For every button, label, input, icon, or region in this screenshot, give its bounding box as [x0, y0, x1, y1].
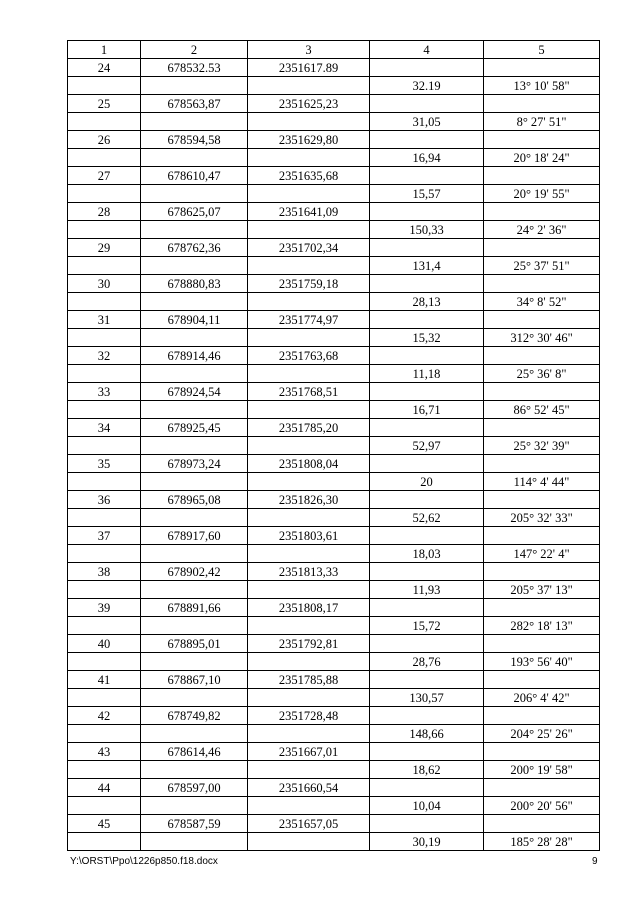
point-number-cell: 42 [68, 707, 141, 725]
distance-cell: 31,05 [370, 113, 484, 131]
distance-cell: 28,76 [370, 653, 484, 671]
point-number-cell: 35 [68, 455, 141, 473]
empty-cell [484, 707, 600, 725]
y-coordinate-cell: 2351667,01 [248, 743, 370, 761]
empty-cell [484, 203, 600, 221]
table-row-point [68, 527, 600, 545]
column-header: 3 [248, 41, 370, 59]
x-coordinate-cell: 678902,42 [141, 563, 248, 581]
empty-cell [484, 455, 600, 473]
empty-cell [248, 761, 370, 779]
empty-cell [68, 365, 141, 383]
y-coordinate-cell: 2351774,97 [248, 311, 370, 329]
y-coordinate-cell: 2351785,20 [248, 419, 370, 437]
point-number-cell: 36 [68, 491, 141, 509]
empty-cell [484, 599, 600, 617]
empty-cell [248, 149, 370, 167]
x-coordinate-cell: 678973,24 [141, 455, 248, 473]
empty-cell [141, 797, 248, 815]
empty-cell [484, 95, 600, 113]
point-number-cell: 31 [68, 311, 141, 329]
empty-cell [68, 185, 141, 203]
table-row-segment [68, 761, 600, 779]
x-coordinate-cell: 678895,01 [141, 635, 248, 653]
point-number-cell: 27 [68, 167, 141, 185]
empty-cell [248, 833, 370, 851]
y-coordinate-cell: 2351625,23 [248, 95, 370, 113]
table-row-point [68, 59, 600, 77]
table-row-segment [68, 113, 600, 131]
table-row-point [68, 779, 600, 797]
table-row-point [68, 347, 600, 365]
empty-cell [370, 779, 484, 797]
x-coordinate-cell: 678925,45 [141, 419, 248, 437]
empty-cell [141, 473, 248, 491]
empty-cell [68, 689, 141, 707]
table-row-segment [68, 365, 600, 383]
empty-cell [484, 383, 600, 401]
empty-cell [68, 509, 141, 527]
table-row-segment [68, 77, 600, 95]
empty-cell [141, 365, 248, 383]
empty-cell [484, 275, 600, 293]
angle-cell: 200° 19' 58" [484, 761, 600, 779]
table-row-segment [68, 473, 600, 491]
table-row-point [68, 455, 600, 473]
angle-cell: 206° 4' 42" [484, 689, 600, 707]
angle-cell: 34° 8' 52" [484, 293, 600, 311]
empty-cell [68, 761, 141, 779]
empty-cell [68, 77, 141, 95]
empty-cell [484, 671, 600, 689]
x-coordinate-cell: 678891,66 [141, 599, 248, 617]
y-coordinate-cell: 2351768,51 [248, 383, 370, 401]
empty-cell [484, 239, 600, 257]
angle-cell: 282° 18' 13" [484, 617, 600, 635]
empty-cell [68, 293, 141, 311]
y-coordinate-cell: 2351660,54 [248, 779, 370, 797]
empty-cell [68, 257, 141, 275]
table-row-segment [68, 689, 600, 707]
x-coordinate-cell: 678965,08 [141, 491, 248, 509]
angle-cell: 20° 18' 24" [484, 149, 600, 167]
distance-cell: 15,32 [370, 329, 484, 347]
empty-cell [248, 581, 370, 599]
table-row-point [68, 311, 600, 329]
x-coordinate-cell: 678904,11 [141, 311, 248, 329]
empty-cell [484, 419, 600, 437]
table-row-segment [68, 653, 600, 671]
empty-cell [68, 113, 141, 131]
x-coordinate-cell: 678597,00 [141, 779, 248, 797]
point-number-cell: 26 [68, 131, 141, 149]
empty-cell [370, 563, 484, 581]
empty-cell [248, 725, 370, 743]
angle-cell: 25° 32' 39" [484, 437, 600, 455]
y-coordinate-cell: 2351728,48 [248, 707, 370, 725]
angle-cell: 147° 22' 4" [484, 545, 600, 563]
point-number-cell: 32 [68, 347, 141, 365]
distance-cell: 32.19 [370, 77, 484, 95]
table-row-segment [68, 149, 600, 167]
empty-cell [141, 257, 248, 275]
empty-cell [68, 581, 141, 599]
point-number-cell: 39 [68, 599, 141, 617]
distance-cell: 52,97 [370, 437, 484, 455]
table-row-segment [68, 725, 600, 743]
empty-cell [370, 527, 484, 545]
empty-cell [248, 293, 370, 311]
x-coordinate-cell: 678867,10 [141, 671, 248, 689]
footer-file-path: Y:\ORST\Ppo\1226p850.f18.docx [70, 856, 218, 867]
table-row-segment [68, 509, 600, 527]
distance-cell: 148,66 [370, 725, 484, 743]
empty-cell [370, 599, 484, 617]
empty-cell [370, 131, 484, 149]
x-coordinate-cell: 678762,36 [141, 239, 248, 257]
coordinates-table [67, 40, 600, 851]
y-coordinate-cell: 2351702,34 [248, 239, 370, 257]
angle-cell: 204° 25' 26" [484, 725, 600, 743]
empty-cell [370, 167, 484, 185]
column-header: 1 [68, 41, 141, 59]
angle-cell: 25° 37' 51" [484, 257, 600, 275]
point-number-cell: 37 [68, 527, 141, 545]
distance-cell: 20 [370, 473, 484, 491]
empty-cell [248, 113, 370, 131]
empty-cell [141, 761, 248, 779]
distance-cell: 16,94 [370, 149, 484, 167]
empty-cell [68, 797, 141, 815]
y-coordinate-cell: 2351641,09 [248, 203, 370, 221]
angle-cell: 193° 56' 40" [484, 653, 600, 671]
x-coordinate-cell: 678587,59 [141, 815, 248, 833]
table-row-point [68, 491, 600, 509]
point-number-cell: 41 [68, 671, 141, 689]
angle-cell: 13° 10' 58" [484, 77, 600, 95]
empty-cell [370, 743, 484, 761]
empty-cell [484, 311, 600, 329]
empty-cell [370, 203, 484, 221]
table-row-point [68, 635, 600, 653]
empty-cell [484, 131, 600, 149]
column-header: 2 [141, 41, 248, 59]
empty-cell [141, 725, 248, 743]
table-row-segment [68, 833, 600, 851]
empty-cell [68, 221, 141, 239]
empty-cell [484, 743, 600, 761]
distance-cell: 15,57 [370, 185, 484, 203]
empty-cell [484, 815, 600, 833]
angle-cell: 24° 2' 36" [484, 221, 600, 239]
angle-cell: 200° 20' 56" [484, 797, 600, 815]
empty-cell [68, 401, 141, 419]
distance-cell: 15,72 [370, 617, 484, 635]
table-row-point [68, 419, 600, 437]
empty-cell [370, 383, 484, 401]
table-row-segment [68, 221, 600, 239]
angle-cell: 185° 28' 28" [484, 833, 600, 851]
table-row-point [68, 203, 600, 221]
point-number-cell: 30 [68, 275, 141, 293]
point-number-cell: 24 [68, 59, 141, 77]
empty-cell [370, 95, 484, 113]
table-row-segment [68, 581, 600, 599]
x-coordinate-cell: 678880,83 [141, 275, 248, 293]
angle-cell: 20° 19' 55" [484, 185, 600, 203]
distance-cell: 130,57 [370, 689, 484, 707]
empty-cell [484, 59, 600, 77]
empty-cell [141, 401, 248, 419]
distance-cell: 131,4 [370, 257, 484, 275]
distance-cell: 30,19 [370, 833, 484, 851]
empty-cell [370, 239, 484, 257]
table-row-point [68, 95, 600, 113]
empty-cell [141, 689, 248, 707]
y-coordinate-cell: 2351808,17 [248, 599, 370, 617]
empty-cell [141, 653, 248, 671]
x-coordinate-cell: 678749,82 [141, 707, 248, 725]
empty-cell [68, 149, 141, 167]
table-row-point [68, 707, 600, 725]
empty-cell [248, 689, 370, 707]
angle-cell: 86° 52' 45" [484, 401, 600, 419]
distance-cell: 11,93 [370, 581, 484, 599]
empty-cell [370, 491, 484, 509]
x-coordinate-cell: 678563,87 [141, 95, 248, 113]
empty-cell [370, 455, 484, 473]
empty-cell [141, 185, 248, 203]
empty-cell [248, 653, 370, 671]
empty-cell [68, 833, 141, 851]
y-coordinate-cell: 2351803,61 [248, 527, 370, 545]
table-row-point [68, 275, 600, 293]
y-coordinate-cell: 2351826,30 [248, 491, 370, 509]
empty-cell [484, 527, 600, 545]
table-row-point [68, 743, 600, 761]
empty-cell [68, 437, 141, 455]
empty-cell [141, 221, 248, 239]
table-row-segment [68, 185, 600, 203]
table-row-point [68, 131, 600, 149]
empty-cell [68, 545, 141, 563]
distance-cell: 28,13 [370, 293, 484, 311]
empty-cell [248, 221, 370, 239]
empty-cell [248, 797, 370, 815]
empty-cell [141, 293, 248, 311]
angle-cell: 25° 36' 8" [484, 365, 600, 383]
table-row-point [68, 563, 600, 581]
distance-cell: 52,62 [370, 509, 484, 527]
table-row-segment [68, 437, 600, 455]
column-header: 5 [484, 41, 600, 59]
table-row-segment [68, 401, 600, 419]
empty-cell [141, 77, 248, 95]
empty-cell [484, 563, 600, 581]
empty-cell [141, 545, 248, 563]
empty-cell [370, 419, 484, 437]
y-coordinate-cell: 2351759,18 [248, 275, 370, 293]
empty-cell [484, 635, 600, 653]
empty-cell [484, 491, 600, 509]
empty-cell [141, 581, 248, 599]
empty-cell [484, 779, 600, 797]
point-number-cell: 25 [68, 95, 141, 113]
distance-cell: 16,71 [370, 401, 484, 419]
point-number-cell: 33 [68, 383, 141, 401]
table-row-segment [68, 293, 600, 311]
empty-cell [68, 473, 141, 491]
table-row-point [68, 599, 600, 617]
empty-cell [141, 437, 248, 455]
y-coordinate-cell: 2351635,68 [248, 167, 370, 185]
empty-cell [370, 635, 484, 653]
empty-cell [370, 707, 484, 725]
y-coordinate-cell: 2351785,88 [248, 671, 370, 689]
empty-cell [248, 329, 370, 347]
empty-cell [68, 617, 141, 635]
table-row-segment [68, 329, 600, 347]
point-number-cell: 28 [68, 203, 141, 221]
x-coordinate-cell: 678594,58 [141, 131, 248, 149]
point-number-cell: 29 [68, 239, 141, 257]
point-number-cell: 43 [68, 743, 141, 761]
point-number-cell: 40 [68, 635, 141, 653]
point-number-cell: 34 [68, 419, 141, 437]
empty-cell [248, 185, 370, 203]
table-row-segment [68, 545, 600, 563]
x-coordinate-cell: 678924,54 [141, 383, 248, 401]
table-row-point [68, 383, 600, 401]
empty-cell [68, 653, 141, 671]
empty-cell [141, 329, 248, 347]
y-coordinate-cell: 2351813,33 [248, 563, 370, 581]
distance-cell: 18,03 [370, 545, 484, 563]
empty-cell [370, 815, 484, 833]
distance-cell: 10,04 [370, 797, 484, 815]
y-coordinate-cell: 2351792,81 [248, 635, 370, 653]
empty-cell [141, 113, 248, 131]
x-coordinate-cell: 678625,07 [141, 203, 248, 221]
empty-cell [248, 77, 370, 95]
angle-cell: 8° 27' 51" [484, 113, 600, 131]
x-coordinate-cell: 678532.53 [141, 59, 248, 77]
y-coordinate-cell: 2351617.89 [248, 59, 370, 77]
table-header-row [68, 41, 600, 59]
table-row-point [68, 815, 600, 833]
table-row-point [68, 671, 600, 689]
column-header: 4 [370, 41, 484, 59]
empty-cell [141, 149, 248, 167]
x-coordinate-cell: 678914,46 [141, 347, 248, 365]
y-coordinate-cell: 2351808,04 [248, 455, 370, 473]
empty-cell [370, 311, 484, 329]
x-coordinate-cell: 678917,60 [141, 527, 248, 545]
empty-cell [370, 671, 484, 689]
table-row-segment [68, 797, 600, 815]
point-number-cell: 44 [68, 779, 141, 797]
angle-cell: 205° 32' 33" [484, 509, 600, 527]
empty-cell [141, 617, 248, 635]
table-row-segment [68, 257, 600, 275]
empty-cell [68, 725, 141, 743]
empty-cell [484, 167, 600, 185]
footer-page-number: 9 [592, 856, 598, 867]
empty-cell [370, 347, 484, 365]
empty-cell [484, 347, 600, 365]
angle-cell: 114° 4' 44" [484, 473, 600, 491]
empty-cell [68, 329, 141, 347]
table-row-point [68, 167, 600, 185]
distance-cell: 11,18 [370, 365, 484, 383]
empty-cell [248, 545, 370, 563]
table-row-segment [68, 617, 600, 635]
distance-cell: 18,62 [370, 761, 484, 779]
angle-cell: 205° 37' 13" [484, 581, 600, 599]
empty-cell [248, 365, 370, 383]
empty-cell [370, 59, 484, 77]
empty-cell [141, 509, 248, 527]
empty-cell [248, 617, 370, 635]
y-coordinate-cell: 2351657,05 [248, 815, 370, 833]
y-coordinate-cell: 2351629,80 [248, 131, 370, 149]
empty-cell [248, 437, 370, 455]
empty-cell [248, 401, 370, 419]
angle-cell: 312° 30' 46" [484, 329, 600, 347]
point-number-cell: 45 [68, 815, 141, 833]
point-number-cell: 38 [68, 563, 141, 581]
distance-cell: 150,33 [370, 221, 484, 239]
x-coordinate-cell: 678614,46 [141, 743, 248, 761]
empty-cell [141, 833, 248, 851]
empty-cell [370, 275, 484, 293]
empty-cell [248, 473, 370, 491]
empty-cell [248, 509, 370, 527]
y-coordinate-cell: 2351763,68 [248, 347, 370, 365]
empty-cell [248, 257, 370, 275]
x-coordinate-cell: 678610,47 [141, 167, 248, 185]
table-row-point [68, 239, 600, 257]
